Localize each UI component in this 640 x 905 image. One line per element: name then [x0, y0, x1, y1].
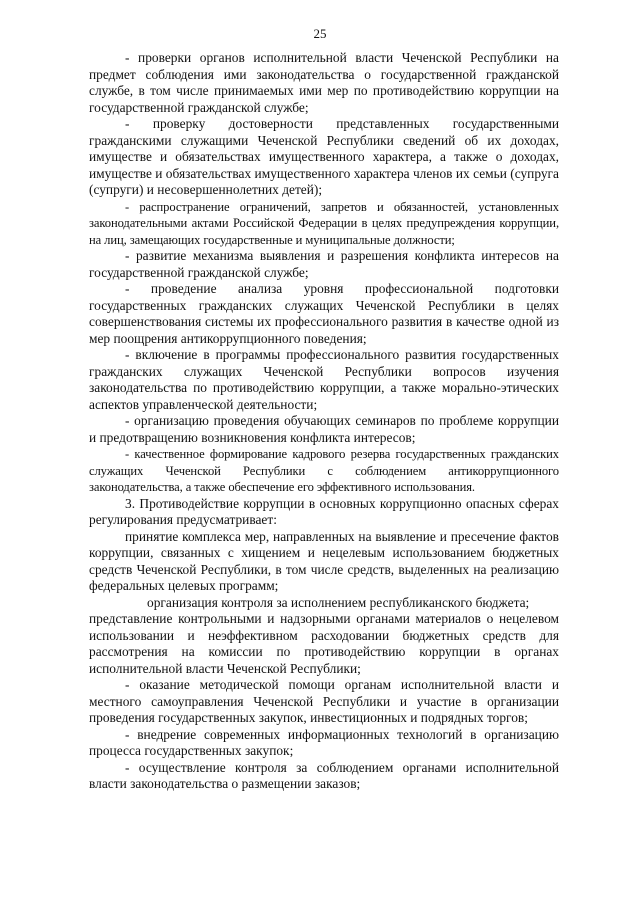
paragraph: - распространение ограничений, запретов и обязанностей, установленных законодательными актами Российской Федерации в целях предупреждения коррупции, на лиц, замещающих государственные и муниципальные должности;	[89, 199, 559, 247]
paragraph: - проверки органов исполнительной власти Чеченской Республики на предмет соблюдения ими законодательства о государственной гражданской службе, в том числе принимаемых ими мер по противодействию коррупции на государственной гражданской службе;	[89, 50, 559, 115]
paragraph: - организацию проведения обучающих семинаров по проблеме коррупции и предотвращению возникновения конфликта интересов;	[89, 413, 559, 445]
document-body	[89, 50, 559, 793]
paragraph: - осуществление контроля за соблюдением органами исполнительной власти законодательства о размещении заказов;	[89, 759, 559, 791]
paragraph: - внедрение современных информационных технологий в организацию процесса государственных закупок;	[89, 726, 559, 758]
page-number: 25	[313, 26, 327, 41]
paragraph: - включение в программы профессионального развития государственных гражданских служащих Чеченской Республики вопросов изучения законодательства по противодействию коррупции, а также морально-этических аспектов управленческой деятельности;	[89, 347, 559, 412]
paragraph: - качественное формирование кадрового резерва государственных гражданских служащих Чеченской Республики с соблюдением антикоррупционного законодательства, а также обеспечение его эффективного использования.	[89, 447, 559, 494]
paragraph: принятие комплекса мер, направленных на выявление и пресечение фактов коррупции, связанных с хищением и нецелевым использованием бюджетных средств Чеченской Республики, в том числе средств, выделенных на реализацию федеральных целевых программ;	[89, 528, 559, 593]
paragraph: - проверку достоверности представленных государственными гражданскими служащими Чеченской Республики сведений об их доходах, имуществе и обязательствах имущественного характера, а также о доходах, имуществе и обязательствах имущественного характера членов их семьи (супруга (супруги) и несовершеннолетних детей);	[89, 116, 559, 197]
paragraph: - проведение анализа уровня профессиональной подготовки государственных гражданских служащих Чеченской Республики в целях совершенствования системы их профессионального развития в качестве одной из мер поощрения антикоррупционного поведения;	[89, 281, 559, 346]
paragraph: - оказание методической помощи органам исполнительной власти и местного самоуправления Чеченской Республики и участие в организации проведения государственных закупок, инвестиционных и подрядных торгов;	[89, 677, 559, 725]
paragraph: 3. Противодействие коррупции в основных коррупционно опасных сферах регулирования предусматривает:	[89, 495, 559, 527]
paragraph: - развитие механизма выявления и разрешения конфликта интересов на государственной гражданской службе;	[89, 248, 559, 280]
paragraph: представление контрольными и надзорными органами материалов о нецелевом использовании и неэффективном расходовании бюджетных средств для рассмотрения на комиссии по противодействию коррупции в органах исполнительной власти Чеченской Республики;	[89, 611, 559, 676]
paragraph: организация контроля за исполнением республиканского бюджета;	[147, 594, 530, 610]
